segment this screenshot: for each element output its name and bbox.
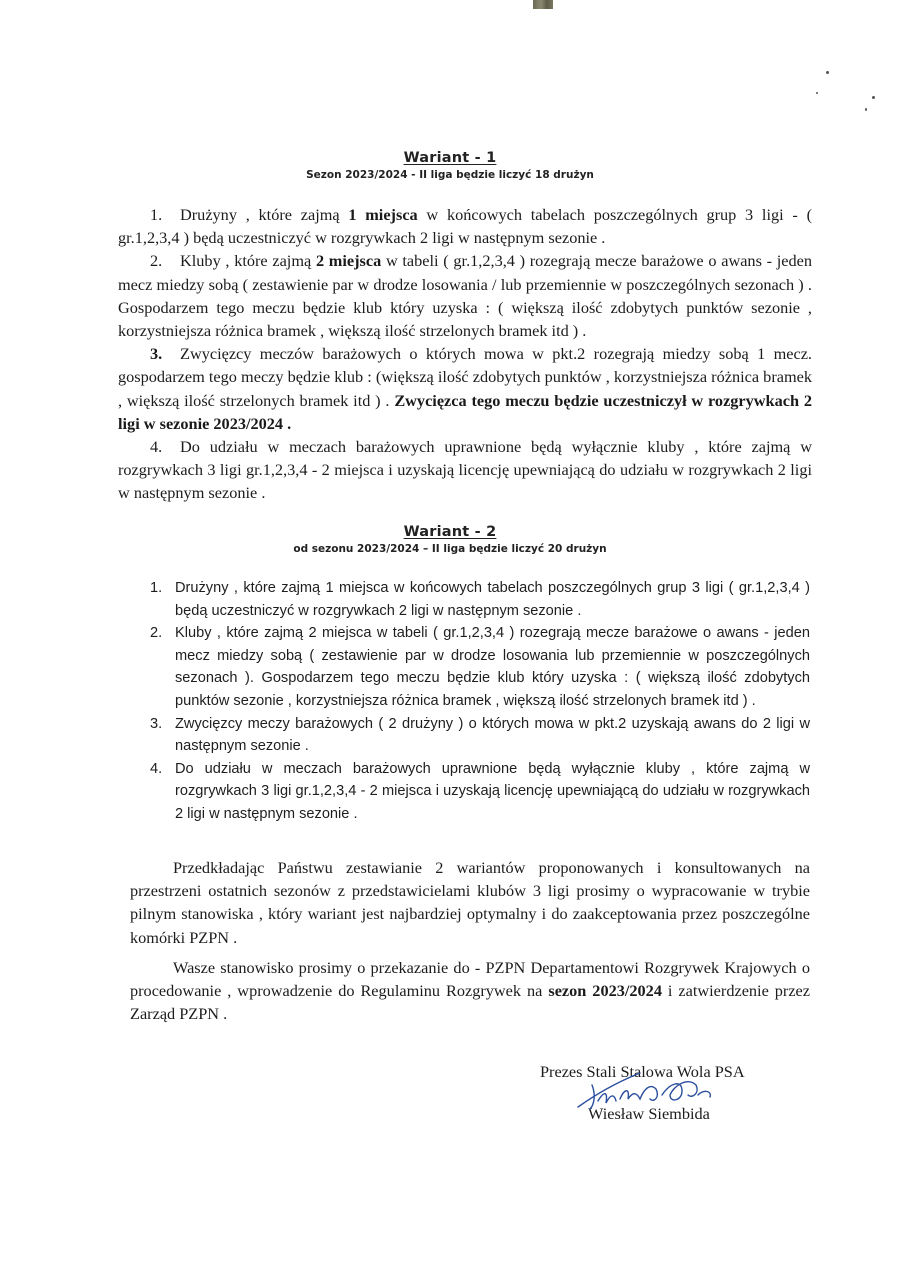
point-text: Do udziału w meczach barażowych uprawnione będą wyłącznie kluby , które zajmą w rozgrywkach 3 ligi gr.1,2,3,4 - 2 miejsca i uzyskają licencję upewniającą do udziału w rozgrywkach 2 ligi w następnym sezonie .	[175, 760, 810, 822]
closing-text-part: i zatwierdzenie przez Zarząd PZPN .	[130, 981, 811, 1024]
point-number: 3.	[150, 715, 163, 732]
point-bold-text: 1 miejsca	[348, 205, 418, 224]
point-number: 4.	[150, 760, 163, 777]
point-text: w końcowych tabelach poszczególnych grup 3 ligi - ( gr.1,2,3,4 ) będą uczestniczyć w rozgrywkach 2 ligi w następnym sezonie .	[118, 205, 812, 248]
signatory-role: Prezes Stali Stalowa Wola PSA	[540, 1062, 745, 1081]
closing-bold-text: sezon 2023/2024	[548, 981, 662, 1001]
variant1-body	[118, 203, 812, 505]
point-text: w tabeli ( gr.1,2,3,4 ) rozegrają mecze barażowe o awans - jeden mecz miedzy sobą ( zestawienie par w drodze losowania / lub przemiennie w poszczególnych sezonach ) . Gospodarzem tego meczu będzie klub który uzyska : ( większą ilość zdobytych punktów sezonie , korzystniejsza różnica bramek , większą ilość strzelonych bramek itd ) .	[118, 251, 813, 341]
point-number: 1.	[150, 205, 163, 224]
point-text: Do udziału w meczach barażowych uprawnione będą wyłącznie kluby , które zajmą w rozgrywkach 3 ligi gr.1,2,3,4 - 2 miejsca i uzyskają licencję upewniającą do udziału w rozgrywkach 2 ligi w następnym sezonie .	[118, 437, 812, 503]
variant2-point-2	[150, 622, 810, 712]
variant1-point-2	[118, 249, 812, 342]
variant2-point-3	[150, 713, 810, 758]
variant1-title: Wariant - 1	[403, 150, 497, 166]
variant1-point-3	[118, 342, 812, 435]
scan-speck	[872, 96, 875, 99]
point-text: Kluby , które zajmą	[180, 251, 316, 271]
scan-speck	[865, 108, 867, 111]
scan-speck	[816, 92, 818, 94]
closing-paragraph-1	[130, 856, 810, 949]
point-text: Zwycięzcy meczów barażowych o których mowa w pkt.2 rozegrają miedzy sobą 1 mecz. gospodarzem tego meczy będzie klub : (większą ilość zdobytych punktów , korzystniejsza różnica bramek , większą ilość strzelonych bramek itd ) .	[118, 344, 812, 410]
staple-mark	[533, 0, 553, 9]
point-bold-text: 2 miejsca	[315, 251, 382, 271]
point-text: Zwycięzcy meczy barażowych ( 2 drużyny ) o których mowa w pkt.2 uzyskają awans do 2 ligi w następnym sezonie .	[175, 715, 810, 755]
point-bold-text: Zwycięzca tego meczu będzie uczestniczył w rozgrywkach 2 ligi w sezonie 2023/2024 .	[118, 390, 812, 433]
point-number: 3.	[150, 344, 163, 364]
variant1-point-4	[118, 435, 812, 505]
variant2-list	[150, 577, 810, 826]
signature-block	[540, 1061, 800, 1125]
variant2-point-4	[150, 758, 810, 826]
point-text: Kluby , które zajmą 2 miejsca w tabeli ( gr.1,2,3,4 ) rozegrają mecze barażowe o awans - jeden mecz miedzy sobą ( zestawienie par w drodze losowania lub przemiennie w poszczególnych sezonach ). Gospodarzem tego meczu będzie klub który uzyska : ( większą ilość zdobytych punktów sezonie , korzystniejsza różnica bramek , większą ilość strzelonych bramek itd ) .	[175, 625, 810, 709]
scan-speck	[826, 71, 829, 74]
closing-paragraph-2	[130, 956, 810, 1026]
variant1-point-1	[118, 203, 812, 249]
closing-text: Przedkładając Państwu zestawianie 2 wariantów proponowanych i konsultowanych na przestrzeni ostatnich sezonów z przedstawicielami klubów 3 ligi prosimy o wypracowanie w trybie pilnym stanowiska , który wariant jest najbardziej optymalny i do zaakceptowania przez poszczególne komórki PZPN .	[130, 858, 810, 947]
variant1-heading	[0, 147, 900, 181]
point-text: Drużyny , które zajmą 1 miejsca w końcowych tabelach poszczególnych grup 3 ligi ( gr.1,2,3,4 ) będą uczestniczyć w rozgrywkach 2 ligi w następnym sezonie .	[175, 580, 810, 619]
variant1-subtitle: Sezon 2023/2024 - II liga będzie liczyć 18 drużyn	[306, 169, 594, 181]
signatory-name: Wiesław Siembida	[588, 1104, 710, 1123]
closing-text	[130, 956, 810, 1026]
closing-text-part: Wasze stanowisko prosimy o przekazanie do - PZPN Departamentowi Rozgrywek Krajowych o procedowanie , wprowadzenie do Regulaminu Rozgrywek na	[130, 958, 810, 1001]
variant2-heading	[0, 521, 900, 555]
handwritten-signature-icon	[570, 1065, 740, 1115]
variant2-subtitle: od sezonu 2023/2024 – II liga będzie liczyć 20 drużyn	[293, 543, 607, 555]
point-number: 1.	[150, 580, 163, 596]
point-number: 2.	[150, 625, 163, 642]
variant2-point-1	[150, 577, 810, 622]
point-text: Drużyny , które zajmą	[180, 205, 349, 224]
point-number: 4.	[150, 437, 163, 457]
variant2-title: Wariant - 2	[403, 524, 497, 540]
point-number: 2.	[150, 251, 163, 271]
